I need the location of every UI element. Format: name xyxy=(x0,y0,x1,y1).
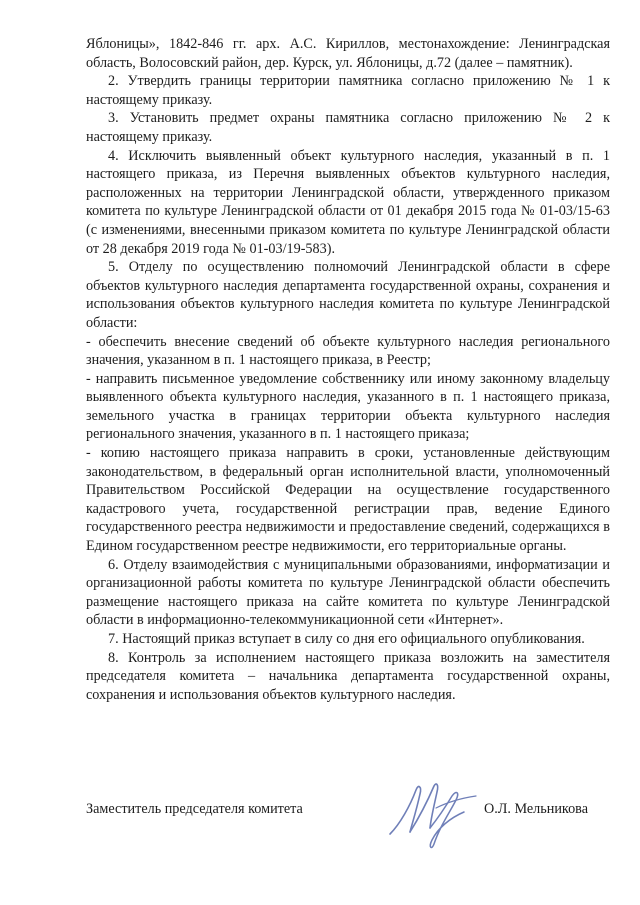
paragraph-8: 8. Контроль за исполнением настоящего приказа возложить на заместителя председателя комитета – начальника департамента государственной охраны, сохранения и использования объектов культурного наследия. xyxy=(86,649,610,703)
paragraph-5-bullet-2: - направить письменное уведомление собственнику или иному законному владельцу выявленного объекта культурного наследия, указанного в п. 1 настоящего приказа, земельного участка в границах территории объекта культурного наследия регионального значения, указанного в п. 1 настоящего приказа; xyxy=(86,370,610,443)
paragraph-7: 7. Настоящий приказ вступает в силу со дня его официального опубликования. xyxy=(108,631,585,647)
document-body xyxy=(86,35,610,704)
handwritten-signature xyxy=(376,772,486,852)
paragraph-5: 5. Отделу по осуществлению полномочий Ленинградской области в сфере объектов культурного наследия департамента государственной охраны, сохранения и использования объектов культурного наследия комитета по культуре Ленинградской области: xyxy=(86,259,610,331)
paragraph-3: 3. Установить предмет охраны памятника согласно приложению № 2 к настоящему приказу. xyxy=(86,110,610,145)
paragraph-1-continuation: Яблоницы», 1842-846 гг. арх. А.С. Кириллов, местонахождение: Ленинградская область, Волосовский район, дер. Курск, ул. Яблоницы, д.72 (далее – памятник). xyxy=(86,36,610,71)
paragraph-4: 4. Исключить выявленный объект культурного наследия, указанный в п. 1 настоящего приказа, из Перечня выявленных объектов культурного наследия, расположенных на территории Ленинградской области, утвержденного приказом комитета по культуре Ленинградской области от 01 декабря 2015 года № 01-03/15-63 (с изменениями, внесенными приказом комитета по культуре Ленинградской области от 28 декабря 2019 года № 01-03/19-583). xyxy=(86,147,610,257)
signatory-name: О.Л. Мельникова xyxy=(483,801,588,817)
paragraph-5-bullet-1: - обеспечить внесение сведений об объекте культурного наследия регионального значения, указанном в п. 1 настоящего приказа, в Реестр; xyxy=(86,333,610,369)
paragraph-6: 6. Отделу взаимодействия с муниципальными образованиями, информатизации и организационной работы комитета по культуре Ленинградской области обеспечить размещение настоящего приказа на сайте комитета по культуре Ленинградской области в информационно-телекоммуникационной сети «Интернет». xyxy=(86,556,610,629)
signature-block xyxy=(86,798,610,858)
paragraph-5-bullet-3: - копию настоящего приказа направить в сроки, установленные действующим законодательством, в федеральный орган исполнительной власти, уполномоченный Правительством Российской Федерации на осуществление государственного кадастрового учета, государственной регистрации прав, ведение Единого государственного реестра недвижимости и предоставление сведений, содержащихся в Едином государственном реестре недвижимости, его территориальные органы. xyxy=(86,445,610,555)
signatory-title: Заместитель председателя комитета xyxy=(86,801,303,817)
paragraph-2: 2. Утвердить границы территории памятника согласно приложению № 1 к настоящему приказу. xyxy=(86,73,610,108)
